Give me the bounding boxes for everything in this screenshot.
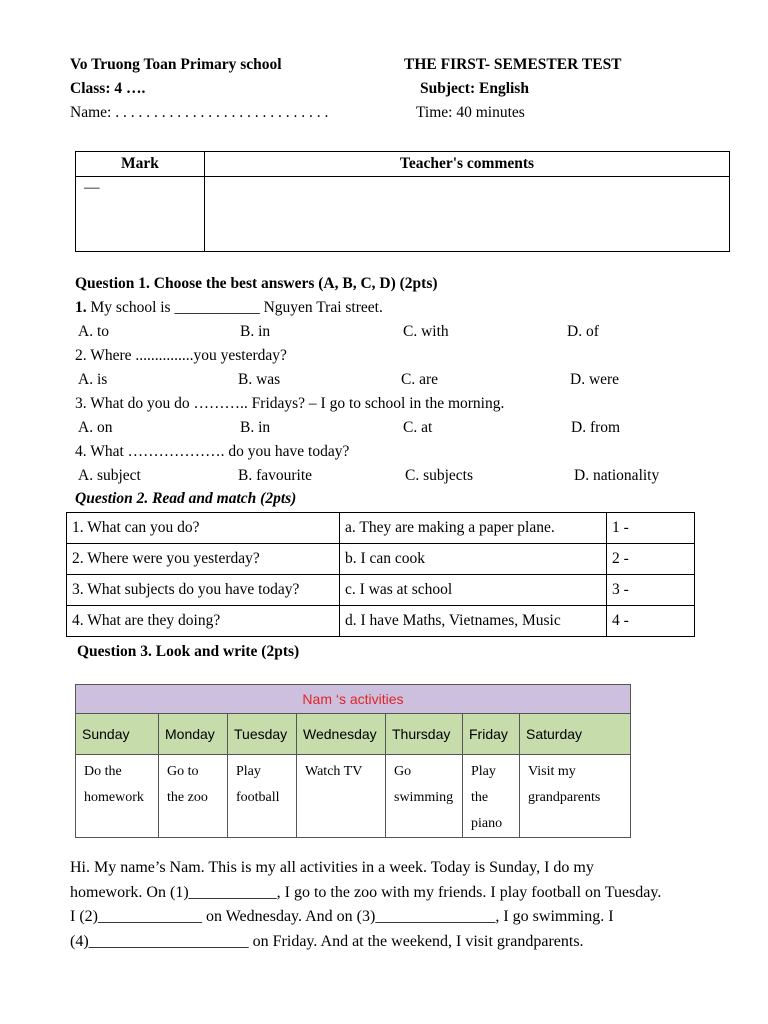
test-title: THE FIRST- SEMESTER TEST [404, 56, 622, 73]
q1-option: C. with [403, 323, 449, 340]
q3-paragraph [70, 856, 740, 954]
q1-option: A. subject [78, 467, 141, 484]
class-line: Class: 4 …. [70, 80, 146, 97]
paragraph-line: Hi. My name’s Nam. This is my all activities in a week. Today is Sunday, I do my [70, 859, 594, 876]
q1-option: B. favourite [238, 467, 313, 484]
paragraph-line: homework. On (1)___________, I go to the zoo with my friends. I play football on Tuesday. [70, 883, 662, 901]
answer-cell: a. They are making a paper plane. [340, 513, 607, 544]
q3-heading: Question 3. Look and write (2pts) [77, 643, 300, 660]
answer-cell: d. I have Maths, Vietnames, Music [340, 606, 607, 637]
mark-cell: — [76, 177, 205, 252]
q1-heading: Question 1. Choose the best answers (A, B, C, D) (2pts) [75, 275, 438, 292]
question-cell: 1. What can you do? [67, 513, 340, 544]
match-cell: 1 - [607, 513, 695, 544]
table-row [67, 575, 695, 606]
day-cell: Tuesday [228, 714, 297, 755]
q1-option: A. to [78, 323, 109, 340]
subject-line: Subject: English [420, 80, 529, 97]
table-row [76, 755, 631, 838]
name-line: Name: . . . . . . . . . . . . . . . . . . . . . . . . . . . . [70, 104, 329, 121]
q2-heading: Question 2. Read and match (2pts) [75, 490, 297, 507]
table-row [67, 513, 695, 544]
q1-item-4: 4. What ………………. do you have today? [75, 443, 350, 460]
comments-cell [205, 177, 730, 252]
question-cell: 4. What are they doing? [67, 606, 340, 637]
q1-option: B. in [240, 323, 271, 340]
day-cell: Friday [463, 714, 520, 755]
answer-cell: b. I can cook [340, 544, 607, 575]
activity-cell: Visit my grandparents [520, 755, 631, 838]
match-cell: 3 - [607, 575, 695, 606]
q1-item-3: 3. What do you do ……….. Fridays? – I go to school in the morning. [75, 395, 505, 412]
activity-cell: Do the homework [76, 755, 159, 838]
q1-option: C. at [403, 419, 433, 436]
activities-title: Nam ‘s activities [76, 685, 631, 714]
q1-option: C. are [401, 371, 439, 388]
comments-header: Teacher's comments [205, 152, 730, 177]
q1-option: C. subjects [405, 467, 474, 484]
day-cell: Saturday [520, 714, 631, 755]
activity-cell: Go swimming [386, 755, 463, 838]
question-cell: 3. What subjects do you have today? [67, 575, 340, 606]
activity-cell: Play football [228, 755, 297, 838]
activity-cell: Play the piano [463, 755, 520, 838]
q1-option: D. nationality [574, 467, 660, 484]
activities-table [75, 684, 631, 838]
q1-item-1: 1. My school is ___________ Nguyen Trai street. [75, 299, 383, 316]
match-table [66, 512, 695, 637]
time-line: Time: 40 minutes [416, 104, 525, 121]
table-row [67, 544, 695, 575]
mark-table [75, 151, 730, 252]
activity-cell: Go to the zoo [159, 755, 228, 838]
activity-cell: Watch TV [297, 755, 386, 838]
table-row [67, 606, 695, 637]
school-name: Vo Truong Toan Primary school [70, 56, 282, 73]
day-cell: Monday [159, 714, 228, 755]
q1-option: A. is [78, 371, 108, 388]
match-cell: 2 - [607, 544, 695, 575]
match-cell: 4 - [607, 606, 695, 637]
paragraph-line: (4)____________________ on Friday. And at the weekend, I visit grandparents. [70, 932, 584, 950]
q1-option: D. were [570, 371, 620, 388]
question-cell: 2. Where were you yesterday? [67, 544, 340, 575]
mark-header: Mark [76, 152, 205, 177]
paragraph-line: I (2)_____________ on Wednesday. And on (3)_______________, I go swimming. I [70, 908, 614, 925]
q1-option: D. from [571, 419, 621, 436]
q1-option: B. in [240, 419, 271, 436]
day-cell: Sunday [76, 714, 159, 755]
q1-item-2: 2. Where ...............you yesterday? [75, 347, 287, 364]
answer-cell: c. I was at school [340, 575, 607, 606]
table-row [76, 714, 631, 755]
q1-option: A. on [78, 419, 113, 436]
q1-option: D. of [567, 323, 599, 340]
table-row [76, 685, 631, 714]
day-cell: Thursday [386, 714, 463, 755]
day-cell: Wednesday [297, 714, 386, 755]
q1-option: B. was [238, 371, 281, 388]
